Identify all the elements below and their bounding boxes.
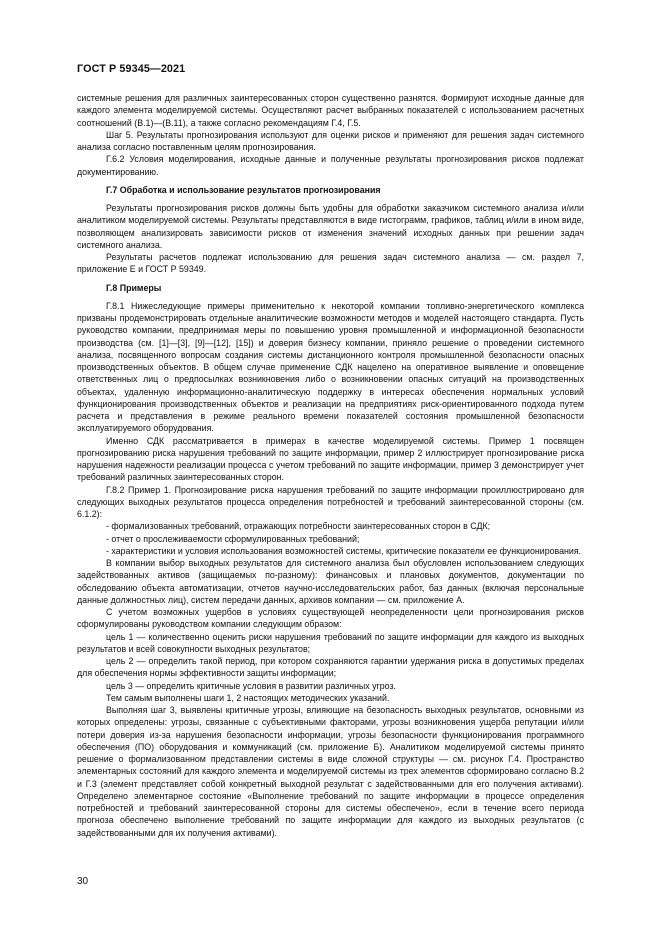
paragraph: Результаты расчетов подлежат использованию для решения задач системного анализа — см. раздел 7, приложение Е и ГОСТ Р 59349.: [77, 252, 584, 275]
paragraph: Результаты прогнозирования рисков должны быть удобны для обработки заказчиком системного анализа и/или аналитиком моделируемой системы. Результаты представляются в виде гистограмм, графиков, таблиц и/или в ином виде, позволяющем анализировать зависимости рисков от изменения значений исходных данных при решении задач системного анализа.: [77, 203, 584, 250]
paragraph: Именно СДК рассматривается в примерах в качестве моделируемой системы. Пример 1 посвящен прогнозированию риска нарушения требований по защите информации, пример 2 иллюстрирует прогнозирование риска нарушения надежности реализации процесса с учетом требований по защите информации, пример 3 демонстрирует учет требований различных заинтересованных сторон.: [77, 435, 584, 483]
section-heading: Г.7 Обработка и использование результатов прогнозирования: [106, 184, 381, 195]
document-body: [77, 92, 584, 839]
goal-item: цель 2 — определить такой период, при котором сохраняются гарантии удержания риска в допустимых пределах для обеспечения нормы эффективности защиты информации;: [77, 656, 584, 679]
paragraph: Выполняя шаг 3, выявлены критичные угрозы, влияющие на безопасность выходных результатов, основными из которых определены: угрозы, связанные с субъективными факторами, угрозы возникновения ущерба репутации и/или потери доверия из-за нарушения безопасности информации, угрозы безопасности функционирования программного обеспечения (ПО) оборудования и коммуникаций (см. приложение Б). Аналитиком моделируемой системы принято решение о формализованном представлении системы в виде сложной структуры — см. рисунок Г.4. Пространство элементарных состояний для каждого элемента и моделируемой системы из трех элементов сформировано согласно В.2 и Г.3 (элемент представляет собой конкретный выходной результат с задействованными для его получения активами). Определено элементарное состояние «Выполнение требований по защите информации в процессе определения потребностей и требований заинтересованной стороны для системы обеспечено», если в течение всего периода прогноза обеспечено выполнение требований по защите информации для каждого из выходных результатов (с задействованными для их получения активами).: [77, 705, 584, 838]
paragraph: В компании выбор выходных результатов для системного анализа был обусловлен использованием следующих задействованных активов (защищаемых по-разному): финансовых и плановых документов, документации по обследованию объекта автоматизации, отчетов научно-исследовательских работ, баз данных (включая персональные данные должностных лиц), систем передачи данных, архивов компании — см. приложение А.: [77, 558, 584, 605]
paragraph: Г.8.2 Пример 1. Прогнозирование риска нарушения требований по защите информации проиллюстрировано для следующих выходных результатов процесса определения потребностей и требований заинтересованной стороны (см. 6.1.2):: [77, 484, 584, 519]
page-number: 30: [77, 876, 89, 887]
paragraph: Г.8.1 Нижеследующие примеры применительно к некоторой компании топливно-энергетического комплекса призваны продемонстрировать отдельные аналитические возможности методов и моделей настоящего стандарта. Пусть руководство компании, предпринимая меры по повышению уровня промышленной и информационной безопасности производства (см. [1]—[3], [9]—[12], [15]) и доверия бизнесу компании, приняло решение о проведении системного анализа, посвященного вопросам создания системы дистанционного контроля промышленной безопасности опасных производственных объектов. В общем случае применение СДК нацелено на оперативное выявление и оповещение ответственных лиц о предпосылках возникновения либо о возникновении опасных ситуаций на производственных объектах, удаленную информационно-аналитическую поддержку в интересах обеспечения нормальных условий функционирования производственных объектов и реализации на предприятиях риск-ориентированного подхода путем расчета и представления в режиме реального времени показателей состояния промышленной безопасности эксплуатируемого оборудования.: [77, 300, 584, 434]
section-heading: Г.8 Примеры: [106, 282, 162, 293]
paragraph: Тем самым выполнены шаги 1, 2 настоящих методических указаний.: [106, 692, 390, 703]
list-item: - характеристики и условия использования возможностей системы, критические показатели ее функционирования.: [106, 545, 582, 556]
list-item: - формализованных требований, отражающих потребности заинтересованных сторон в СДК;: [106, 521, 491, 532]
list-item: - отчет о прослеживаемости сформулированных требований;: [106, 533, 360, 544]
goal-item: цель 3 — определить критичные условия в развитии различных угроз.: [106, 680, 396, 691]
paragraph: Шаг 5. Результаты прогнозирования используют для оценки рисков и применяют для решения задач системного анализа согласно поставленным целям прогнозирования.: [77, 129, 584, 152]
goal-item: цель 1 — количественно оценить риски нарушения требований по защите информации для каждого из выходных результатов и всей совокупности выходных результатов;: [77, 631, 584, 654]
paragraph: системные решения для различных заинтересованных сторон существенно разнятся. Формируют исходные данные для каждого элемента моделируемой системы. Осуществляют расчет выбранных показателей с использованием расчетных соотношений (В.1)—(В.11), а также согласно рекомендациям Г.4, Г.5.: [77, 93, 584, 128]
paragraph: Г.6.2 Условия моделирования, исходные данные и полученные результаты прогнозирования рисков подлежат документированию.: [77, 154, 584, 177]
paragraph: С учетом возможных ущербов в условиях существующей неопределенности цели прогнозирования рисков сформулированы руководством компании следующим образом:: [77, 607, 584, 630]
document-header: ГОСТ Р 59345—2021: [77, 63, 186, 75]
